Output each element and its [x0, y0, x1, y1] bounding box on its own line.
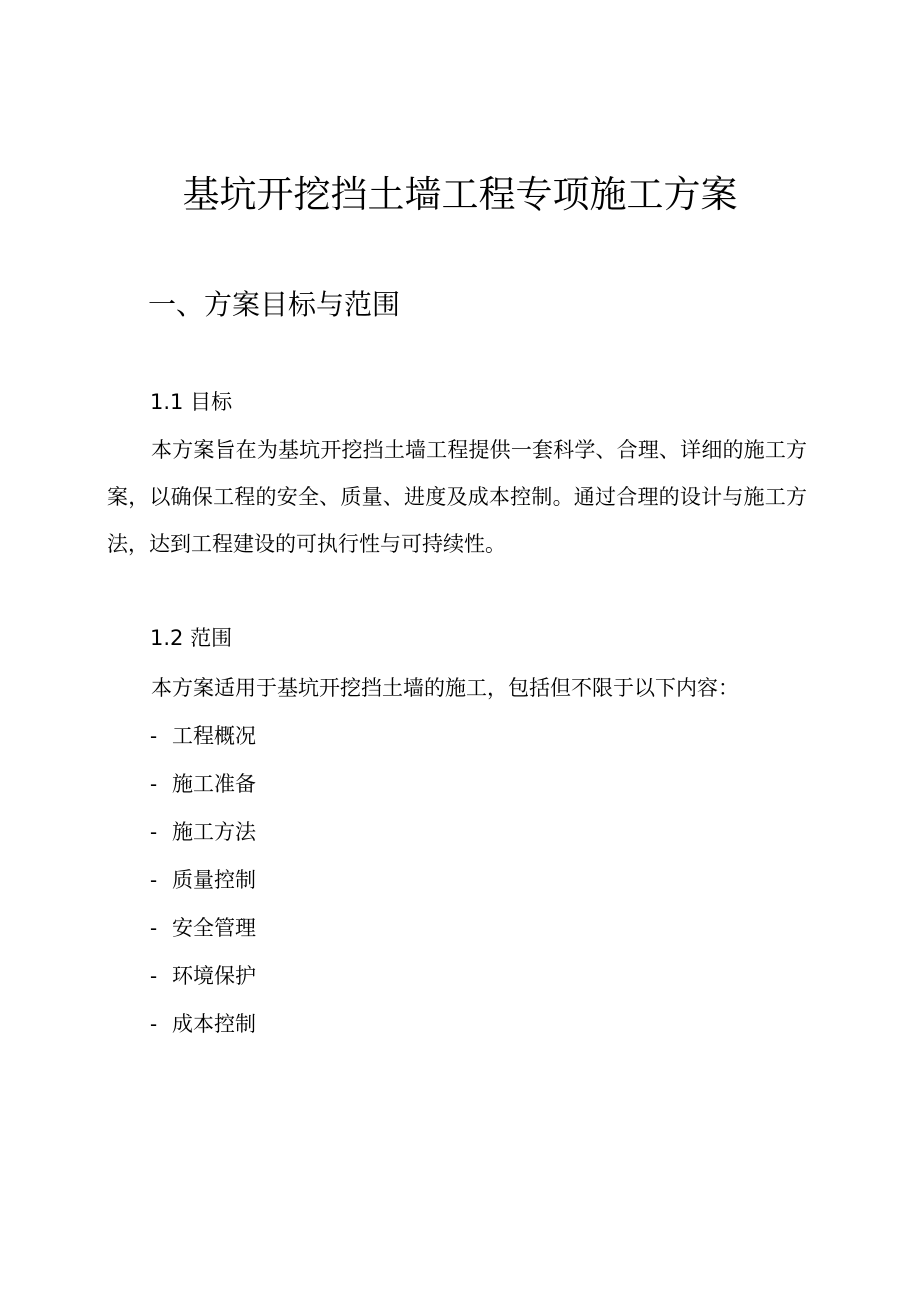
list-dash: -: [150, 772, 158, 796]
goal-paragraph: 本方案旨在为基坑开挖挡土墙工程提供一套科学、合理、详细的施工方案，以确保工程的安全、质量、进度及成本控制。通过合理的设计与施工方法，达到工程建设的可执行性与可持续性。: [107, 438, 807, 556]
subsection-heading-scope: 1.2 范围: [150, 626, 233, 650]
list-dash: -: [150, 1012, 158, 1036]
list-item-text: 成本控制: [172, 1012, 256, 1036]
list-item: [150, 712, 256, 760]
scope-list: [150, 712, 256, 1048]
list-dash: -: [150, 724, 158, 748]
list-item: [150, 808, 256, 856]
list-item: [150, 904, 256, 952]
list-item: [150, 1000, 256, 1048]
list-dash: -: [150, 868, 158, 892]
list-dash: -: [150, 916, 158, 940]
list-item-text: 安全管理: [172, 916, 256, 940]
scope-paragraph: 本方案适用于基坑开挖挡土墙的施工，包括但不限于以下内容：: [151, 676, 739, 700]
list-item-text: 工程概况: [172, 724, 256, 748]
document-title: 基坑开挖挡土墙工程专项施工方案: [182, 173, 738, 216]
section-heading: 一、方案目标与范围: [148, 288, 401, 321]
list-item-text: 质量控制: [172, 868, 256, 892]
list-item-text: 施工方法: [172, 820, 256, 844]
list-item: [150, 760, 256, 808]
list-item-text: 施工准备: [172, 772, 256, 796]
subsection-heading-goal: 1.1 目标: [150, 390, 233, 414]
list-item: [150, 856, 256, 904]
list-dash: -: [150, 964, 158, 988]
list-dash: -: [150, 820, 158, 844]
list-item-text: 环境保护: [172, 964, 256, 988]
list-item: [150, 952, 256, 1000]
